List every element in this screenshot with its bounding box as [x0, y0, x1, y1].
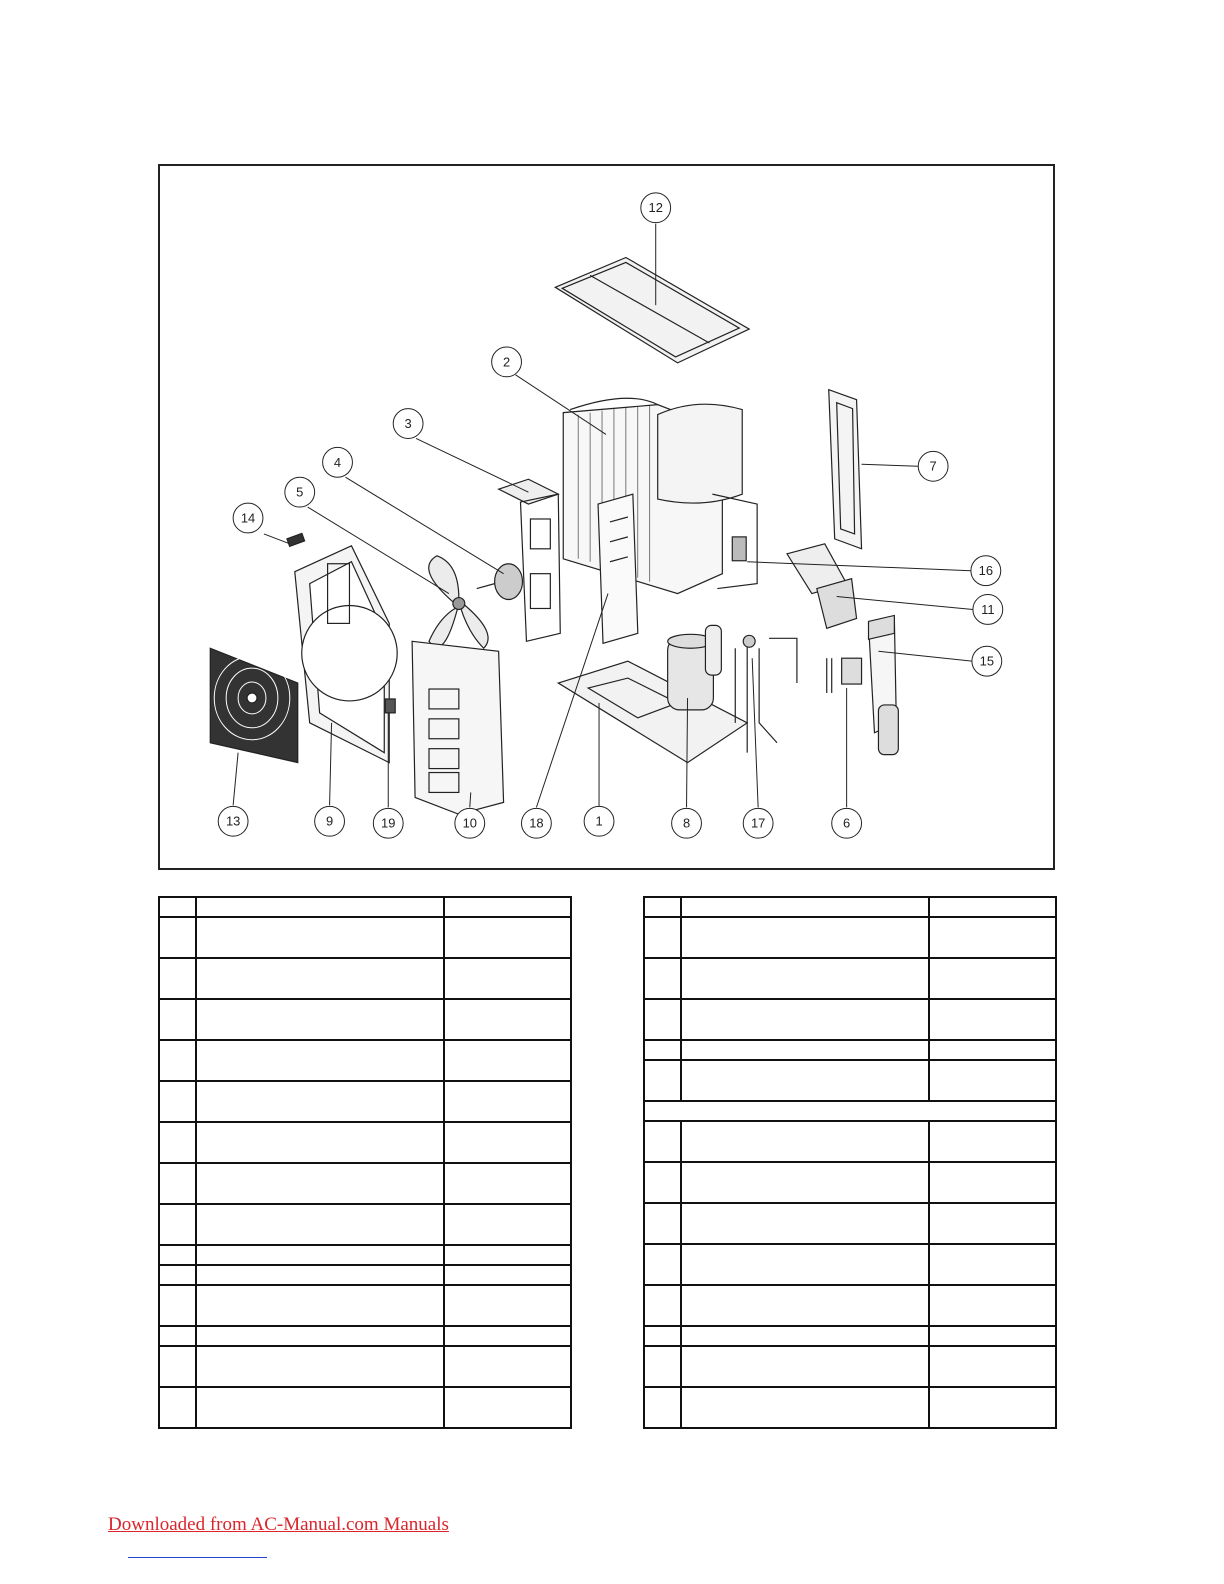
part-base-plate [558, 661, 747, 762]
part-code-cell [929, 1060, 1056, 1101]
callout-9 [315, 806, 345, 836]
part-name-cell [681, 1346, 929, 1387]
callout-6 [832, 808, 862, 838]
part-name-cell [196, 958, 444, 999]
part-partition-board [598, 494, 638, 643]
part-name-cell [196, 917, 444, 958]
callout-4 [323, 447, 353, 477]
no-cell [159, 1285, 196, 1326]
part-code-cell [929, 917, 1056, 958]
table-row [159, 1040, 571, 1081]
part-front-panel [295, 546, 397, 763]
part-code-cell [444, 1387, 571, 1428]
callout-number: 18 [529, 815, 544, 831]
no-cell [644, 1060, 681, 1101]
download-source-link[interactable]: Downloaded from AC-Manual.com Manuals [108, 1514, 449, 1535]
callout-17 [743, 808, 773, 838]
part-name-cell [681, 1040, 929, 1060]
part-electric-box [787, 544, 857, 629]
callout-5 [285, 477, 315, 507]
part-name-cell [196, 897, 444, 917]
part-name-cell [196, 1040, 444, 1081]
callout-number: 11 [981, 601, 995, 617]
part-front-grille [210, 648, 298, 762]
table-row [159, 1326, 571, 1346]
callout-13 [218, 806, 248, 836]
table-row [159, 1387, 571, 1428]
part-name-cell [196, 999, 444, 1040]
part-name-cell [681, 1285, 929, 1326]
table-row [644, 999, 1056, 1040]
part-four-way-valve [732, 537, 746, 561]
part-code-cell [929, 1244, 1056, 1285]
callout-10 [455, 808, 485, 838]
callout-number: 5 [296, 484, 304, 500]
table-row [644, 1346, 1056, 1387]
table-row [159, 1285, 571, 1326]
part-code-cell [444, 1163, 571, 1204]
part-code-cell [444, 1122, 571, 1163]
part-name-cell [196, 1265, 444, 1285]
part-name-cell [196, 1204, 444, 1245]
part-name-cell [196, 1122, 444, 1163]
no-cell [644, 1346, 681, 1387]
part-handle [287, 533, 305, 546]
callout-number: 14 [240, 510, 256, 526]
callout-15 [972, 646, 1002, 676]
table-row [159, 1245, 571, 1265]
parts-list-table-right [643, 896, 1057, 1429]
part-name-cell [681, 897, 929, 917]
no-cell [159, 1163, 196, 1204]
part-code-cell [444, 958, 571, 999]
right-table-header-row [644, 897, 1056, 917]
part-axial-fan [429, 556, 488, 648]
part-code-cell [929, 1203, 1056, 1244]
part-code-cell [929, 1162, 1056, 1203]
no-cell [644, 897, 681, 917]
part-code-cell [444, 917, 571, 958]
part-code-cell [929, 999, 1056, 1040]
table-row [644, 1285, 1056, 1326]
callout-16 [971, 556, 1001, 586]
part-side-panel [412, 641, 503, 814]
part-name-cell [681, 1060, 929, 1101]
callout-7 [918, 451, 948, 481]
callout-8 [672, 808, 702, 838]
callout-number: 10 [462, 815, 477, 831]
callout-number: 16 [978, 563, 994, 579]
table-row [644, 958, 1056, 999]
part-name-cell [196, 1285, 444, 1326]
part-rear-net [829, 390, 862, 549]
no-cell [159, 1265, 196, 1285]
part-code-cell [929, 897, 1056, 917]
part-name-cell [196, 1245, 444, 1265]
part-code-cell [444, 999, 571, 1040]
exploded-view-diagram [158, 164, 1055, 870]
callout-18 [521, 808, 551, 838]
part-code-cell [444, 1081, 571, 1122]
part-code-cell [444, 1204, 571, 1245]
no-cell [159, 1204, 196, 1245]
part-name-cell [681, 1326, 929, 1346]
parts-list-table-left [158, 896, 572, 1429]
table-row [644, 1040, 1056, 1060]
no-cell [644, 1326, 681, 1346]
part-code-cell [444, 1326, 571, 1346]
part-clip [385, 699, 395, 713]
table-row [159, 1204, 571, 1245]
part-code-cell [929, 1121, 1056, 1162]
no-cell [644, 1203, 681, 1244]
part-name-cell [681, 1203, 929, 1244]
no-cell [159, 917, 196, 958]
left-table-header-row [159, 897, 571, 917]
part-valve-cover [869, 615, 899, 754]
no-cell [644, 917, 681, 958]
table-row [644, 1162, 1056, 1203]
no-cell [644, 1387, 681, 1428]
table-row [644, 1203, 1056, 1244]
callout-number: 15 [979, 653, 995, 669]
table-row [644, 1326, 1056, 1346]
table-row [644, 1121, 1056, 1162]
no-cell [159, 1326, 196, 1346]
callout-11 [973, 595, 1003, 625]
no-cell [644, 1162, 681, 1203]
part-name-cell [681, 1244, 929, 1285]
part-stop-valve [827, 658, 862, 693]
table-row [159, 1081, 571, 1122]
callout-number: 6 [843, 815, 851, 831]
no-cell [159, 1387, 196, 1428]
part-code-cell [444, 1265, 571, 1285]
table-row [159, 1122, 571, 1163]
part-top-cover [555, 257, 749, 362]
table-row [159, 1265, 571, 1285]
part-code-cell [929, 958, 1056, 999]
callout-number: 12 [648, 200, 663, 216]
table-row [159, 999, 571, 1040]
callout-14 [233, 503, 263, 533]
part-code-cell [929, 1346, 1056, 1387]
part-motor-bracket [499, 479, 561, 641]
table-row [644, 917, 1056, 958]
part-code-cell [929, 1285, 1056, 1326]
no-cell [644, 958, 681, 999]
table-row [644, 1244, 1056, 1285]
footer-rule [128, 1557, 267, 1558]
part-name-cell [196, 1081, 444, 1122]
part-fan-motor [477, 564, 523, 600]
table-row [644, 1101, 1056, 1121]
callout-number: 9 [325, 813, 334, 829]
table-row [159, 1346, 571, 1387]
part-code-cell [444, 897, 571, 917]
part-name-cell [681, 1387, 929, 1428]
callout-19 [373, 808, 403, 838]
callout-number: 3 [404, 416, 412, 432]
no-cell [644, 1244, 681, 1285]
no-cell [159, 1245, 196, 1265]
no-cell [644, 999, 681, 1040]
callout-number: 2 [502, 354, 511, 370]
no-cell [159, 1346, 196, 1387]
part-name-cell [681, 999, 929, 1040]
callout-number: 1 [595, 813, 603, 829]
callout-1 [584, 806, 614, 836]
callout-number: 17 [750, 815, 766, 831]
table-row [644, 1060, 1056, 1101]
part-name-cell [681, 917, 929, 958]
exploded-view-drawing [160, 166, 1053, 868]
callout-3 [393, 409, 423, 439]
part-name-cell [196, 1346, 444, 1387]
part-code-cell [444, 1245, 571, 1265]
part-name-cell [681, 958, 929, 999]
part-name-cell [196, 1326, 444, 1346]
part-compressor [668, 625, 722, 710]
no-cell [159, 1122, 196, 1163]
no-cell [644, 1285, 681, 1326]
callout-number: 7 [929, 458, 937, 474]
table-row [644, 1387, 1056, 1428]
callout-number: 13 [225, 813, 241, 829]
part-code-cell [444, 1346, 571, 1387]
part-name-cell [196, 1163, 444, 1204]
part-code-cell [929, 1387, 1056, 1428]
table-row [159, 1163, 571, 1204]
callout-2 [492, 347, 522, 377]
no-cell [159, 999, 196, 1040]
part-code-cell [444, 1285, 571, 1326]
table-row [159, 917, 571, 958]
callout-12 [641, 193, 671, 223]
part-name-cell [681, 1121, 929, 1162]
part-code-cell [444, 1040, 571, 1081]
callout-number: 19 [381, 815, 396, 831]
no-cell [159, 1040, 196, 1081]
part-refrigerant-piping [735, 635, 797, 752]
table-row [159, 958, 571, 999]
no-cell [644, 1040, 681, 1060]
no-cell [644, 1121, 681, 1162]
section-row-cell [644, 1101, 1056, 1121]
no-cell [159, 958, 196, 999]
no-cell [159, 897, 196, 917]
part-code-cell [929, 1040, 1056, 1060]
no-cell [159, 1081, 196, 1122]
callout-number: 4 [333, 454, 342, 470]
part-name-cell [196, 1387, 444, 1428]
part-name-cell [681, 1162, 929, 1203]
callout-number: 8 [682, 815, 691, 831]
part-code-cell [929, 1326, 1056, 1346]
